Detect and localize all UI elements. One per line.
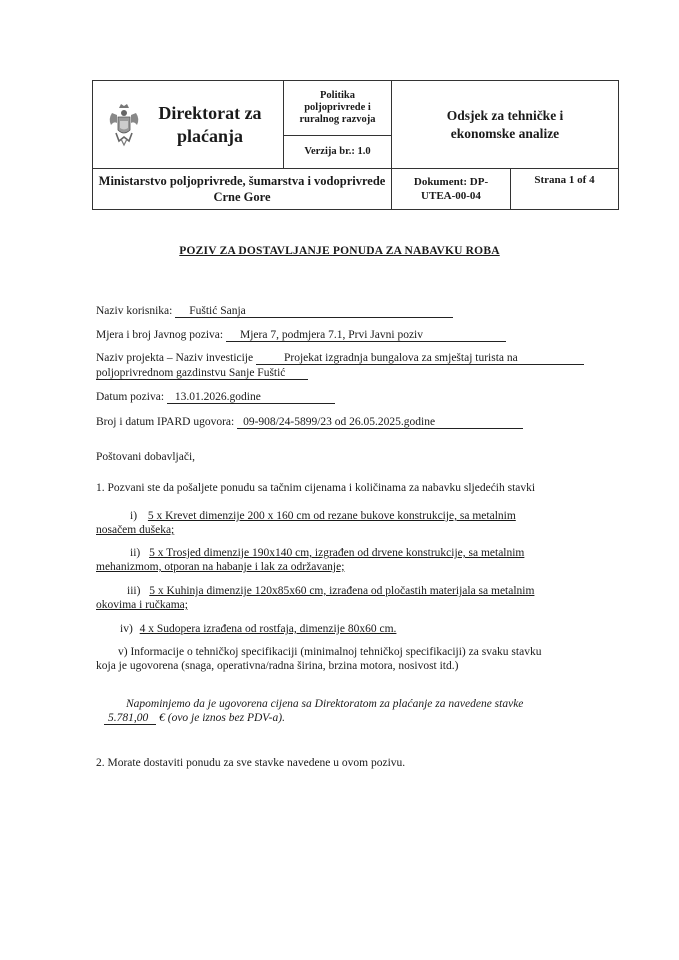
project-field: Naziv projekta – Naziv investicije Projekat izgradnja bungalova za smještaj turista na (96, 351, 584, 365)
directorate-cell (93, 81, 284, 169)
date-value: 13.01.2026.godine (167, 391, 335, 404)
department-cell: Odsjek za tehničke i ekonomske analize (392, 81, 619, 169)
ministry-cell: Ministarstvo poljoprivrede, šumarstva i vodoprivrede Crne Gore (93, 169, 392, 210)
document-title: POZIV ZA DOSTAVLJANJE PONUDA ZA NABAVKU ROBA (179, 245, 500, 257)
user-value: Fuštić Sanja (175, 305, 453, 318)
price-note: Napominjemo da je ugovorena cijena sa Direktoratom za plaćanje za navedene stavke (126, 698, 524, 710)
item-i-cont: nosačem dušeka; (96, 524, 175, 536)
item-iii-cont: okovima i ručkama; (96, 599, 188, 611)
document-cell: Dokument: DP- UTEA-00-04 (392, 169, 511, 210)
header-table (92, 80, 619, 210)
point-2: 2. Morate dostaviti ponudu za sve stavke navedene u ovom pozivu. (96, 757, 406, 769)
project-field-cont (96, 366, 308, 380)
item-v: v) Informacije o tehničkoj specifikaciji (minimalnoj tehničkoj specifikaciji) za svaku stavku (118, 646, 542, 658)
item-iv: iv) 4 x Sudopera izrađena od rostfaja, dimenzije 80x60 cm. (120, 623, 397, 635)
item-ii: ii) 5 x Trosjed dimenzije 190x140 cm, izgrađen od drvene konstrukcije, sa metalnim (130, 547, 525, 559)
contract-value: 09-908/24-5899/23 od 26.05.2025.godine (237, 416, 523, 429)
project-value-line2: poljoprivrednom gazdinstvu Sanje Fuštić (96, 367, 308, 380)
contract-amount: 5.781,00 (104, 712, 156, 725)
user-field: Naziv korisnika: Fuštić Sanja (96, 304, 453, 318)
item-i: i) 5 x Krevet dimenzije 200 x 160 cm od rezane bukove konstrukcije, sa metalnim (130, 510, 516, 522)
directorate-title: Direktorat za plaćanja (158, 102, 262, 146)
point-1: 1. Pozvani ste da pošaljete ponudu sa tačnim cijenama i količinama za nabavku sljedećih stavki (96, 482, 536, 494)
measure-value: Mjera 7, podmjera 7.1, Prvi Javni poziv (226, 329, 506, 342)
measure-field: Mjera i broj Javnog poziva: Mjera 7, podmjera 7.1, Prvi Javni poziv (96, 328, 506, 342)
greeting: Poštovani dobavljači, (96, 451, 196, 463)
montenegro-crest-icon (106, 103, 142, 147)
contract-field: Broj i datum IPARD ugovora: 09-908/24-5899/23 od 26.05.2025.godine (96, 415, 523, 429)
item-ii-cont: mehanizmom, otporan na habanje i lak za održavanje; (96, 561, 345, 573)
price-note-cont: 5.781,00 € (ovo je iznos bez PDV-a). (104, 711, 285, 725)
item-iii: iii) 5 x Kuhinja dimenzije 120x85x60 cm, izrađena od pločastih materijala sa metalnim (127, 585, 535, 597)
page-number-cell: Strana 1 of 4 (511, 169, 619, 210)
policy-cell: Politika poljoprivrede i ruralnog razvoja (284, 81, 392, 136)
date-field: Datum poziva: 13.01.2026.godine (96, 390, 335, 404)
version-cell: Verzija br.: 1.0 (284, 135, 392, 168)
project-value-line1: Projekat izgradnja bungalova za smještaj turista na (256, 352, 584, 365)
item-v-cont: koja je ugovorena (snaga, operativna/radna širina, brzina motora, nosivost itd.) (96, 660, 459, 672)
